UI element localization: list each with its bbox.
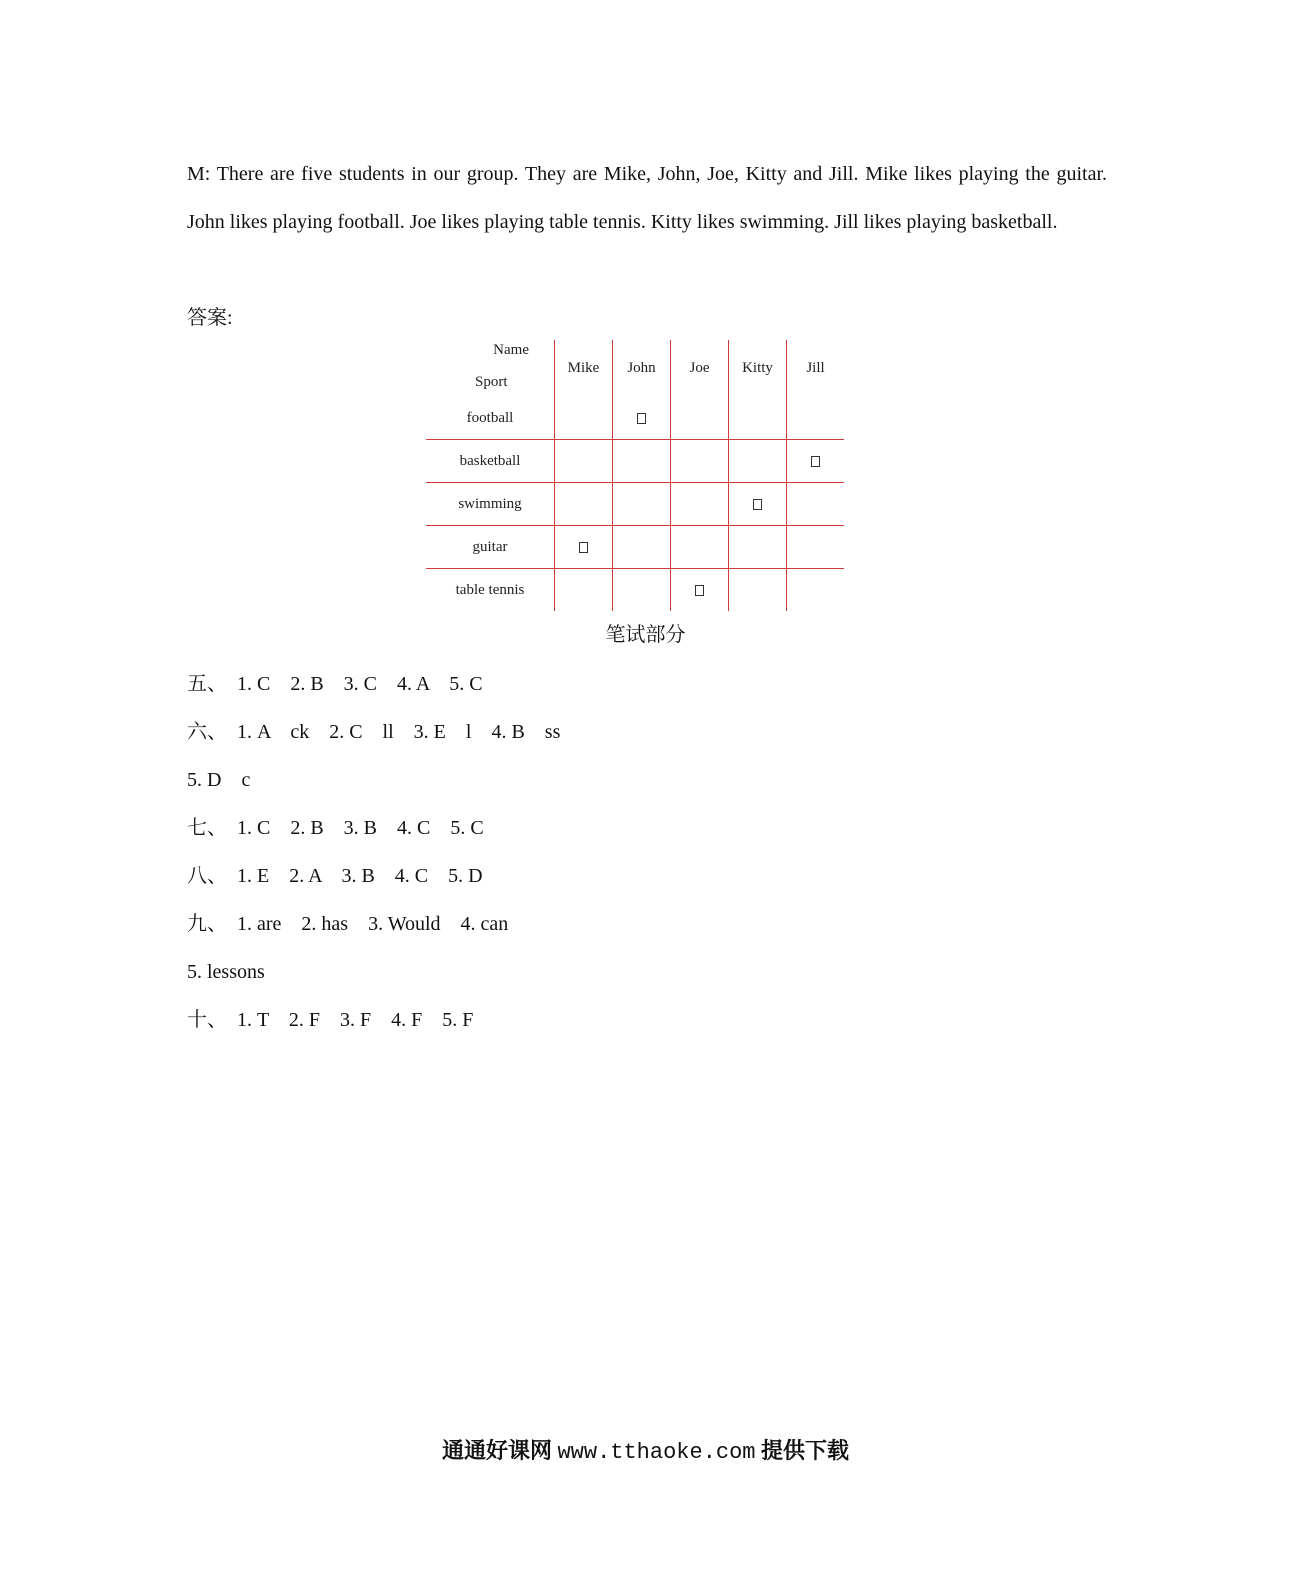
answer-heading: 答案:: [187, 307, 233, 329]
check-box-icon: [811, 456, 820, 467]
name-header: John: [613, 340, 671, 397]
sport-label: swimming: [426, 483, 555, 526]
table-row: [426, 483, 844, 526]
table-cell: [555, 397, 613, 440]
footer-download-text: 提供下载: [761, 1438, 850, 1463]
sport-label: table tennis: [426, 569, 555, 612]
table-cell: [671, 569, 729, 612]
sport-label: football: [466, 409, 514, 426]
answer-line: 5. lessons: [187, 961, 265, 983]
name-header: Jill: [787, 340, 845, 397]
answer-line: 九、 1. are 2. has 3. Would 4. can: [187, 913, 509, 935]
table-cell: [787, 397, 845, 440]
table-cell: [671, 483, 729, 526]
table-cell: [555, 526, 613, 569]
table-row: [426, 440, 844, 483]
answer-table: [426, 340, 844, 611]
corner-cell: [426, 340, 555, 397]
table-cell: [671, 526, 729, 569]
table-cell: [671, 440, 729, 483]
corner-sport-label: Sport: [475, 374, 508, 390]
check-box-icon: [579, 542, 588, 553]
answer-line: 五、 1. C 2. B 3. C 4. A 5. C: [187, 673, 483, 695]
table-cell: [613, 526, 671, 569]
footer: [0, 1434, 1291, 1470]
sport-label: basketball: [426, 440, 555, 483]
table-cell: [613, 440, 671, 483]
table-row: [426, 569, 844, 612]
table-cell: [671, 397, 729, 440]
footer-site-name: 通通好课网: [441, 1438, 552, 1463]
sport-label: guitar: [426, 526, 555, 569]
table-cell: [555, 483, 613, 526]
table-row: [426, 526, 844, 569]
table-cell: [729, 483, 787, 526]
table-cell: [787, 569, 845, 612]
listening-transcript: M: There are five students in our group. They are Mike, John, Joe, Kitty and Jill. Mike likes playing the guitar. John likes playing football. Joe likes playing table tennis. Kitty likes swimming. Jill likes playing basketball.: [187, 163, 1107, 233]
table-cell: [729, 569, 787, 612]
table-cell: [613, 483, 671, 526]
answer-line: 六、 1. A ck 2. C ll 3. E l 4. B ss: [187, 721, 561, 743]
name-header: Mike: [555, 340, 613, 397]
table-cell: [555, 569, 613, 612]
table-cell: [787, 483, 845, 526]
table-row: [426, 397, 844, 440]
check-box-icon: [695, 585, 704, 596]
table-cell: [729, 440, 787, 483]
written-section-title: 笔试部分: [605, 624, 686, 646]
table-cell: [787, 526, 845, 569]
name-header: Kitty: [729, 340, 787, 397]
answer-line: 5. D c: [187, 769, 251, 791]
name-header: Joe: [671, 340, 729, 397]
table-header-row: [426, 340, 844, 397]
check-box-icon: [637, 413, 646, 424]
answer-line: 十、 1. T 2. F 3. F 4. F 5. F: [187, 1009, 474, 1031]
table-cell: [729, 526, 787, 569]
table-cell: [555, 440, 613, 483]
check-box-icon: [753, 499, 762, 510]
answer-line: 八、 1. E 2. A 3. B 4. C 5. D: [187, 865, 483, 887]
table-cell: [787, 440, 845, 483]
table-cell: [729, 397, 787, 440]
table-cell: [613, 569, 671, 612]
answer-line: 七、 1. C 2. B 3. B 4. C 5. C: [187, 817, 484, 839]
footer-url[interactable]: www.tthaoke.com: [557, 1440, 756, 1465]
corner-name-label: Name: [493, 342, 529, 358]
table-cell: [613, 397, 671, 440]
